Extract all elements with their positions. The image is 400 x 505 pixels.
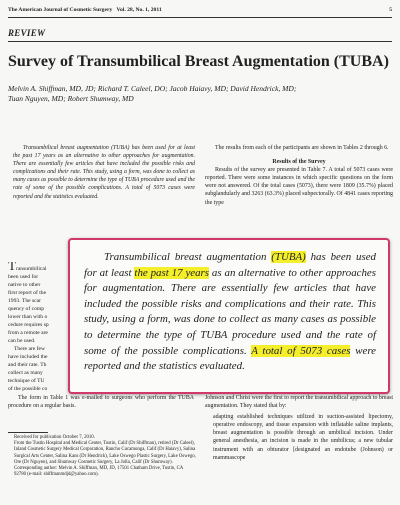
callout-text: Transumbilical breast augmentation	[104, 251, 272, 263]
intro-line: ransumbilical	[15, 266, 47, 272]
intro-line: cedure requires sp	[8, 322, 49, 328]
authors-line-2: Tuan Nguyen, MD; Robert Shumway, MD	[8, 94, 134, 103]
callout-text: has been used for at least	[84, 251, 376, 279]
highlight-5073-cases: A total of 5073 cases	[251, 344, 351, 357]
article-title: Survey of Transumbilical Breast Augmentation (TUBA)	[8, 53, 389, 70]
results-paragraph: Results of the survey are presented in Table 7. A total of 5073 cases were reported. There were some instances in which specific questions on the form were not answered. Of the total cases (5073), there were 1809 (35.7%) placed subglandularly and 3263 (63.3%) placed subpectorally. Of 4841 cases reporting the type	[205, 167, 393, 206]
highlight-17-years: the past 17 years	[134, 266, 210, 279]
section-label: REVIEW	[8, 28, 46, 38]
intro-line: native to other	[8, 282, 41, 288]
methods-paragraph: The form in Table 1 was e-mailed to surgeons who perform the TUBA procedure on a regular basis.	[8, 395, 194, 410]
intro-line: of the possible co	[8, 386, 48, 392]
abstract: Transumbilical breast augmentation (TUBA) has been used for at least the past 17 years as an alternative to other approaches for augmentation. There are essentially few articles that have included the possible risks and complications and their rate. This study, using a form, was done to collect as many cases as possible to determine the type of TUBA procedure used and the rate of some of the possible complications. A total of 5073 cases were reported and the statistics evaluated.	[13, 145, 195, 200]
footnotes	[8, 435, 196, 478]
results-heading: Results of the Survey	[272, 159, 326, 166]
intro-line: and their rate. Th	[8, 362, 47, 368]
highlight-tuba: (TUBA)	[271, 251, 306, 263]
intro-line: 1993.	[8, 298, 21, 304]
intro-line: The scar	[21, 298, 42, 304]
history-paragraph: Johnson and Christ were the first to report the transumbilical approach to breast augmentation. They stated that by:	[205, 395, 393, 410]
callout-text: as an alternative to other approaches for augmentation. There are essentially few articles that have included the possible risks and complications and their rate. This study, using a form, was done to collect as many cases as possible to determine the type of TUBA procedure used and the rate of some of the possible complications.	[84, 266, 376, 357]
abstract-callout	[68, 238, 390, 394]
received-note: Received for publication October 7, 2010.	[14, 435, 95, 440]
footnote-divider	[8, 432, 48, 433]
page-number: 5	[389, 7, 392, 13]
correspondence-note: Corresponding author: Melvin A. Shiffman, MD, JD, 17501 Chatham Drive, Tustin, CA 92780 (e-mail: shiffmanmdjd@yahoo.com).	[14, 466, 184, 478]
intro-line: been used for	[8, 274, 39, 280]
intro-line: lower than with o	[8, 314, 48, 320]
intro-line: quency of comp	[8, 306, 45, 312]
drop-cap: T	[8, 262, 16, 273]
affiliations-note: From the Tustin Hospital and Medical Center, Tustin, Calif (Dr Shiffman), retired (Dr Caleel), Inland Cosmetic Surgery Medical Corporation, Rancho Cucamonga, Calif (Dr Haiavy), Salina Surgical Arts Center, Salina Kans (Dr Hendrick), Lake Oswego Plastic Surgery, Lake Oswego, Ore (Dr Nguyen), and Shumway Cosmetic Surgery, La Jolla, Calif (Dr Shumway).	[14, 441, 196, 465]
volume-info: Vol. 28, No. 1, 2011	[116, 7, 162, 13]
left-column-introduction	[8, 262, 72, 393]
intro-line: collect as many	[8, 370, 43, 376]
intro-line: can be used.	[8, 338, 36, 344]
intro-line: first report of the	[8, 290, 47, 296]
intro-line: technique of TU	[8, 378, 45, 384]
right-column-top	[205, 144, 393, 207]
authors-line-1: Melvin A. Shiffman, MD, JD; Richard T. Caleel, DO; Jacob Haiavy, MD; David Hendrick, MD;	[8, 84, 297, 93]
intro-line: from a remote are	[8, 330, 48, 336]
intro-line: There are few	[14, 346, 46, 352]
block-quote: adapting established techniques utilized in suction-assisted lipectomy, operative endoscopy, and tissue expansion with inflatable saline implants, breast augmentation is possible through an umbilical incision. Under general anesthesia, an incision is made in the umbilicus; a new tubular instrument with an obturator [designated an endotube (Johnson) or mammascope	[213, 414, 393, 461]
journal-name: The American Journal of Cosmetic Surgery	[8, 7, 113, 13]
header-divider	[8, 41, 392, 42]
author-list	[8, 84, 392, 104]
intro-line: have included the	[8, 354, 48, 360]
right-column-bottom	[205, 394, 393, 462]
callout-text: were reported and the statistics evaluated.	[84, 344, 376, 373]
results-intro: The results from each of the participants are shown in Tables 2 through 6.	[215, 145, 389, 151]
running-head	[8, 5, 392, 18]
journal-volume-info	[8, 7, 162, 13]
